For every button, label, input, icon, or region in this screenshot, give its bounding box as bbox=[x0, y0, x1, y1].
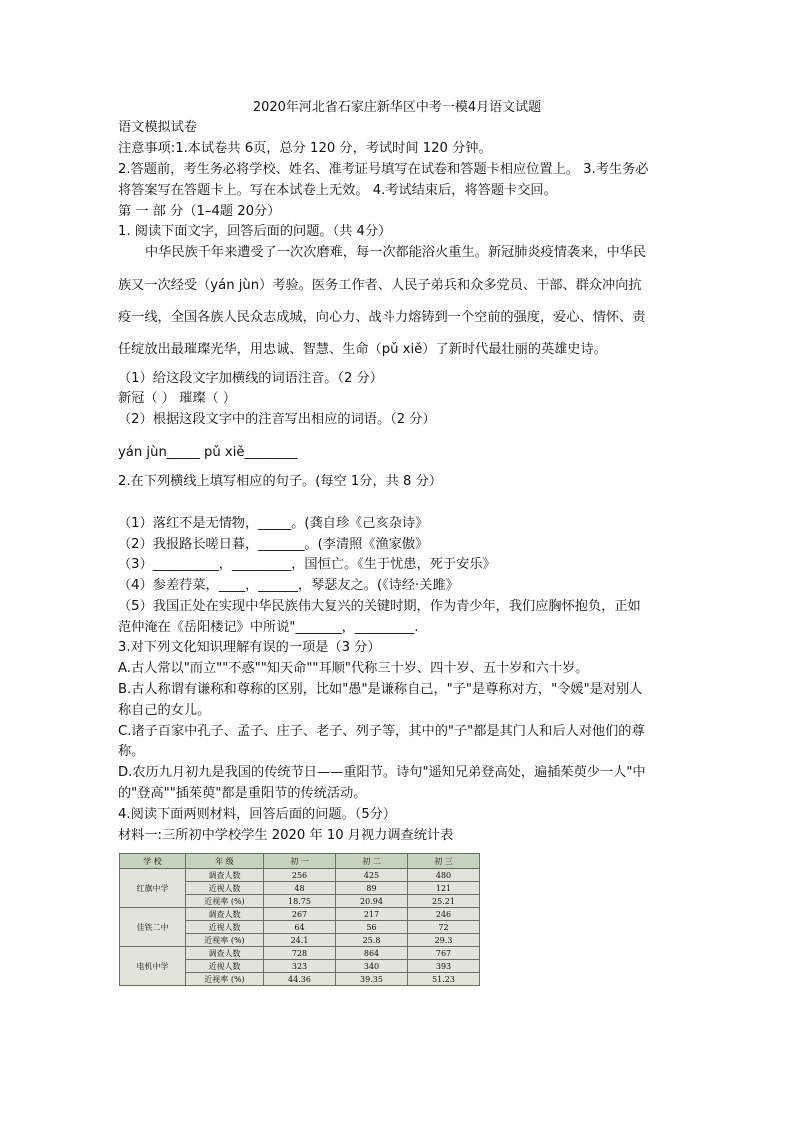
question-2-item: （5）我国正处在实现中华民族伟大复兴的关键时期，作为青少年，我们应胸怀抱负，正如 bbox=[118, 599, 641, 614]
vision-survey-table bbox=[119, 853, 480, 986]
question-3-option: 的"登高""插茱萸"都是重阳节的传统活动。 bbox=[118, 786, 367, 801]
question-3-option: B.古人称谓有谦称和尊称的区别，比如"愚"是谦称自己，"子"是尊称对方，"令媛"是对别人 bbox=[118, 682, 643, 697]
question-1: 1. 阅读下面文字，回答后面的问题。（共 4分） bbox=[118, 224, 392, 239]
question-2-item: 范仲淹在《岳阳楼记》中所说"_______，_________. bbox=[118, 620, 419, 635]
question-1-2: （2）根据这段文字中的注音写出相应的词语。（2 分） bbox=[118, 412, 436, 427]
table-cell: 29.3 bbox=[408, 934, 480, 947]
header-cell: 初 二 bbox=[336, 854, 408, 869]
question-3-option: C.诸子百家中孔子、孟子、庄子、老子、列子等，其中的"子"都是其门人和后人对他们的尊 bbox=[118, 724, 645, 739]
row-label: 近视人数 bbox=[186, 882, 264, 895]
notice-line-2: 2.答题前，考生务必将学校、姓名、准考证号填写在试卷和答题卡相应位置上。 3.考生务必 bbox=[118, 162, 649, 177]
question-3-option: D.农历九月初九是我国的传统节日——重阳节。诗句"遥知兄弟登高处，遍插茱萸少一人"中 bbox=[118, 765, 646, 780]
table-cell: 25.8 bbox=[336, 934, 408, 947]
question-3: 3.对下列文化知识理解有误的一项是（3 分） bbox=[118, 640, 381, 655]
passage-line: 疫一线，全国各族人民众志成城，向心力、战斗力熔铸到一个空前的强度，爱心、情怀、责 bbox=[118, 310, 646, 325]
table-row bbox=[120, 947, 480, 960]
table-cell: 340 bbox=[336, 960, 408, 973]
row-label: 近视率 (%) bbox=[186, 973, 264, 986]
header-cell: 学 校 bbox=[120, 854, 186, 869]
header-cell: 年 级 bbox=[186, 854, 264, 869]
notice-line-3: 将答案写在答题卡上。写在本试卷上无效。 4.考试结束后，将答题卡交回。 bbox=[118, 183, 557, 198]
header-cell: 初 三 bbox=[408, 854, 480, 869]
table-cell: 480 bbox=[408, 869, 480, 882]
question-3-option: 称。 bbox=[118, 744, 145, 759]
table-cell: 89 bbox=[336, 882, 408, 895]
row-label: 调查人数 bbox=[186, 869, 264, 882]
table-cell: 24.1 bbox=[264, 934, 336, 947]
question-2-item: （4）参差荇菜，____，______，琴瑟友之。(《诗经·关雎》 bbox=[118, 578, 459, 593]
row-label: 近视人数 bbox=[186, 921, 264, 934]
question-4: 4.阅读下面两则材料，回答后面的问题。（5分） bbox=[118, 807, 397, 822]
table-cell: 767 bbox=[408, 947, 480, 960]
school-name: 红旗中学 bbox=[120, 869, 186, 908]
question-2: 2.在下列横线上填写相应的句子。(每空 1分，共 8 分） bbox=[118, 474, 443, 489]
table-cell: 48 bbox=[264, 882, 336, 895]
table-cell: 425 bbox=[336, 869, 408, 882]
passage-line: 族又一次经受（yán jùn）考验。医务工作者、人民子弟兵和众多党员、干部、群众冲向抗 bbox=[118, 278, 642, 293]
table-cell: 267 bbox=[264, 908, 336, 921]
row-label: 近视率 (%) bbox=[186, 934, 264, 947]
school-name: 电机中学 bbox=[120, 947, 186, 986]
table-cell: 121 bbox=[408, 882, 480, 895]
table-cell: 246 bbox=[408, 908, 480, 921]
table-header-row bbox=[120, 854, 480, 869]
table-cell: 864 bbox=[336, 947, 408, 960]
table-row bbox=[120, 908, 480, 921]
row-label: 调查人数 bbox=[186, 908, 264, 921]
table-cell: 217 bbox=[336, 908, 408, 921]
table-cell: 18.75 bbox=[264, 895, 336, 908]
table-row bbox=[120, 869, 480, 882]
question-3-option: A.古人常以"而立""不惑""知天命""耳顺"代称三十岁、四十岁、五十岁和六十岁。 bbox=[118, 661, 589, 676]
table-cell: 728 bbox=[264, 947, 336, 960]
table-cell: 256 bbox=[264, 869, 336, 882]
table-cell: 20.94 bbox=[336, 895, 408, 908]
passage-line: 中华民族千年来遭受了一次次磨难，每一次都能浴火重生。新冠肺炎疫情袭来，中华民 bbox=[145, 245, 647, 260]
table-cell: 44.36 bbox=[264, 973, 336, 986]
row-label: 近视人数 bbox=[186, 960, 264, 973]
question-2-item: （1）落红不是无情物，_____。(龚自珍《己亥杂诗》 bbox=[118, 516, 429, 531]
table-cell: 64 bbox=[264, 921, 336, 934]
passage-line: 任绽放出最璀璨光华，用忠诚、智慧、生命（pǔ xiě）了新时代最壮丽的英雄史诗。 bbox=[118, 342, 607, 357]
row-label: 近视率 (%) bbox=[186, 895, 264, 908]
notice-line-1: 注意事项:1.本试卷共 6页，总分 120 分，考试时间 120 分钟。 bbox=[118, 141, 492, 156]
table-cell: 56 bbox=[336, 921, 408, 934]
table-cell: 393 bbox=[408, 960, 480, 973]
page-title: 2020年河北省石家庄新华区中考一模4月语文试题 bbox=[252, 100, 542, 115]
subtitle: 语文模拟试卷 bbox=[118, 120, 198, 135]
question-1-1: （1）给这段文字加横线的词语注音。（2 分） bbox=[118, 371, 383, 386]
question-2-item: （2）我报路长嗟日暮，_______。(李清照《渔家傲》 bbox=[118, 537, 429, 552]
question-1-2-answer: yán jùn_____ pǔ xiě________ bbox=[118, 445, 298, 460]
row-label: 调查人数 bbox=[186, 947, 264, 960]
table-cell: 39.35 bbox=[336, 973, 408, 986]
part-heading: 第 一 部 分（1–4题 20分） bbox=[118, 204, 281, 219]
table-cell: 323 bbox=[264, 960, 336, 973]
school-name: 佳铁二中 bbox=[120, 908, 186, 947]
question-1-1-answer: 新冠（ ） 璀璨（ ） bbox=[118, 391, 237, 406]
question-3-option: 称自己的女儿。 bbox=[118, 703, 211, 718]
table-cell: 25.21 bbox=[408, 895, 480, 908]
table-cell: 51.23 bbox=[408, 973, 480, 986]
table-cell: 72 bbox=[408, 921, 480, 934]
question-2-item: （3）__________，_________，国恒亡。《生于忧患，死于安乐》 bbox=[118, 557, 496, 572]
material-1-caption: 材料一:三所初中学校学生 2020 年 10 月视力调查统计表 bbox=[118, 828, 454, 843]
header-cell: 初 一 bbox=[264, 854, 336, 869]
